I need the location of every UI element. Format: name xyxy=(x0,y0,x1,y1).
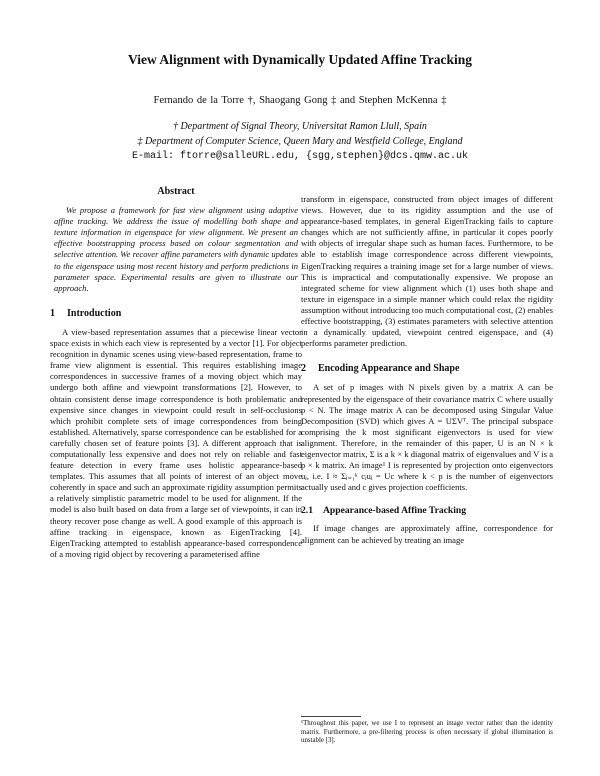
subsection-heading xyxy=(301,505,553,516)
author-list: Fernando de la Torre †, Shaogang Gong ‡ and Stephen McKenna ‡ xyxy=(153,95,447,106)
right-column xyxy=(301,194,553,546)
section-2-text: A set of p images with N pixels given by a matrix A can be represented by the eigenspace of their covariance matrix C where usually p < N. The image matrix A can be decomposed using Singular Value Decomposition (SVD) which gives A = UΣVᵀ. The principal subspace comprising the k most significant eigenvectors is used for view alignment. Therefore, in the remainder of this paper, U is an N × k eigenvector matrix, Σ is a k × k diagonal matrix of eigenvalues and V is a p × k matrix. An image¹ I is represented by projection onto eigenvectors uⱼ, i.e. I ≈ Σⱼ₌₁ᵏ cⱼuⱼ = Uc where k < p is the number of eigenvectors actually used and c gives projection coefficients. xyxy=(301,382,553,493)
affiliation-1: † Department of Signal Theory, Universitat Ramon Llull, Spain xyxy=(173,121,427,132)
section-number: 2 xyxy=(301,363,306,375)
footnote: ¹Throughout this paper, we use I to represent an image vector rather than the identity matrix. Furthermore, a pre-filtering process is often necessary if global illumination is unstable [3]. xyxy=(301,720,553,745)
paper-title: View Alignment with Dynamically Updated Affine Tracking xyxy=(127,52,472,67)
section-2-1-text: If image changes are approximately affine, correspondence for alignment can be achieved by treating an image xyxy=(301,523,553,545)
section-title: Introduction xyxy=(67,307,122,319)
affiliation-2: ‡ Department of Computer Science, Queen Mary and Westfield College, England xyxy=(137,136,463,147)
section-title: Encoding Appearance and Shape xyxy=(318,363,460,375)
section-heading xyxy=(301,363,553,374)
section-heading xyxy=(50,308,302,319)
abstract-heading: Abstract xyxy=(157,186,195,197)
subsection-title: Appearance-based Affine Tracking xyxy=(323,505,467,517)
footnote-rule xyxy=(301,716,361,717)
subsection-number: 2.1 xyxy=(301,505,313,517)
continuation-text: transform in eigenspace, constructed from object images of different views. However, due to its rigidity assumption and the use of appearance-based templates, in general EigenTracking fails to capture changes which are not sufficiently affine, in particular it copes poorly with objects of irregular shape such as human faces. Furthermore, to be able to establish image correspondence across different viewpoints, EigenTracking requires a training image set for a large number of views. This is impractical and computationally expensive. We propose an integrated scheme for view alignment which (1) uses both shape and texture in eigenspace in a simple manner which could relax the rigidity assumption without introducing too much computational cost, (2) enables effective bootstrapping, (3) estimates parameters with selective attention in a dynamically updated, viewpoint centred eigenspace, and (4) performs parameter prediction. xyxy=(301,194,553,349)
introduction-text: A view-based representation assumes that a piecewise linear vector space exists in which each view is represented by a vector [1]. For object recognition in dynamic scenes using view-based representation, frame to frame view alignment is essential. This requires establishing image correspondences in successive frames of a moving object which may undergo both affine and viewpoint transformations [2]. However, to obtain consistent dense image correspondence is both problematic and expensive since changes in viewpoint could result in self-occlusions which prohibit complete sets of image correspondences from being established. Alternatively, sparse correspondence can be established for a carefully chosen set of feature points [3]. A different approach that is computationally less expensive and does not rely on reliable and fast feature detection in every frame uses holistic appearance-based templates. This assumes that all points of interest of an object move coherently in space and such an approximate rigidity assumption permits a relatively simplistic parametric model to be used for alignment. If the model is also built based on data from a large set of viewpoints, it can in theory recover pose change as well. A good example of this approach is affine tracking in eigenspace, known as EigenTracking [4]. EigenTracking attempted to establish appearance-based correspondence of a moving rigid object by recovering a parameterised affine xyxy=(50,326,302,559)
email-line: E-mail: ftorre@salleURL.edu, {sgg,stephen}@dcs.qmw.ac.uk xyxy=(131,151,469,162)
left-column xyxy=(50,186,302,560)
section-number: 1 xyxy=(50,307,55,319)
abstract-text: We propose a framework for fast view alignment using adaptive affine tracking. We address the issue of modelling both shape and texture information in eigenspace for view alignment. We present an effective bootstrapping process based on colour segmentation and selective attention. We recover affine parameters with dynamic updates to the eigenspace using most recent history and perform predictions in parameter space. Experimental results are given to illustrate our approach. xyxy=(54,205,298,293)
